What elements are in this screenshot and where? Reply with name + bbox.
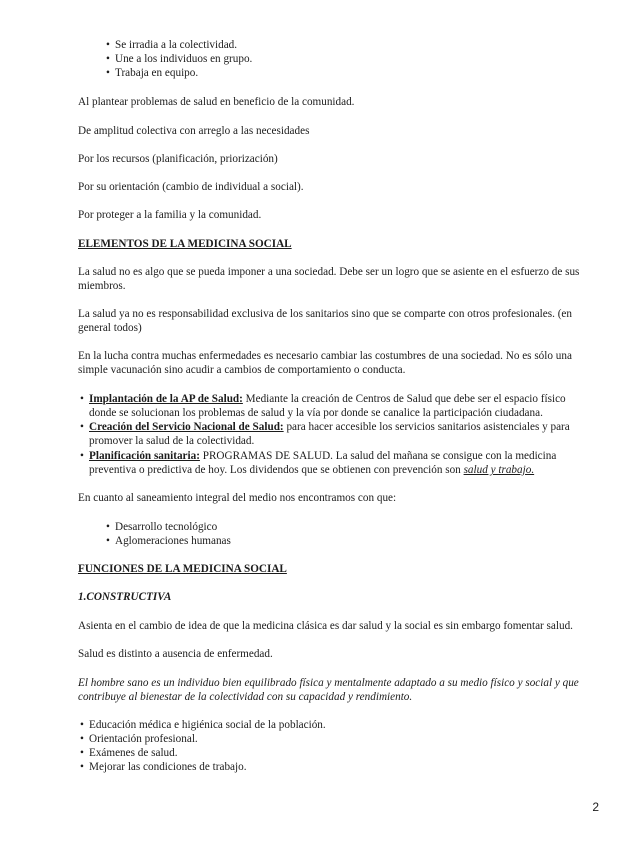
- paragraph: La salud no es algo que se pueda imponer a una sociedad. Debe ser un logro que se asiente en el esfuerzo de sus miembros.: [78, 266, 580, 292]
- list-item-continuation: donde se solucionan los problemas de salud y la vía por donde se canalice la participación ciudadana.: [89, 407, 543, 419]
- list-item: • Une a los individuos en grupo.: [106, 53, 253, 65]
- paragraph: Por los recursos (planificación, priorización): [78, 153, 278, 165]
- paragraph: Por su orientación (cambio de individual a social).: [78, 181, 304, 193]
- paragraph: La salud ya no es responsabilidad exclusiva de los sanitarios sino que se comparte con otros profesionales. (en general todos): [78, 308, 572, 334]
- list-item: • Aglomeraciones humanas: [106, 535, 231, 547]
- bullet-title: Planificación sanitaria:: [89, 450, 200, 462]
- list-item: • Planificación sanitaria: PROGRAMAS DE SALUD. La salud del mañana se consigue con la medicina: [80, 450, 557, 462]
- list-item: • Se irradia a la colectividad.: [106, 39, 238, 51]
- paragraph: Asienta en el cambio de idea de que la medicina clásica es dar salud y la social es sin embargo fomentar salud.: [78, 620, 573, 632]
- list-item: • Mejorar las condiciones de trabajo.: [80, 761, 247, 773]
- list-item: • Trabaja en equipo.: [106, 67, 199, 79]
- list-item: • Creación del Servicio Nacional de Salud: para hacer accesible los servicios sanitarios asistenciales y para: [80, 421, 570, 433]
- list-item: • Orientación profesional.: [80, 733, 198, 745]
- emphasis-text: salud y trabajo.: [463, 464, 535, 476]
- list-item-continuation: preventiva o predictiva de hoy. Los dividendos que se obtienen con prevención son salud y trabajo.: [89, 464, 535, 476]
- paragraph: En la lucha contra muchas enfermedades es necesario cambiar las costumbres de una sociedad. No es sólo una simple vacunación sino acudir a cambios de comportamiento o conducta.: [78, 350, 572, 376]
- list-item: • Implantación de la AP de Salud: Mediante la creación de Centros de Salud que debe ser el espacio físico: [80, 393, 566, 405]
- bullet-title: Creación del Servicio Nacional de Salud:: [89, 421, 284, 433]
- page-number: 2: [592, 800, 599, 814]
- bullet-title: Implantación de la AP de Salud:: [89, 393, 243, 405]
- section-heading-elementos: ELEMENTOS DE LA MEDICINA SOCIAL: [78, 238, 292, 250]
- paragraph: En cuanto al saneamiento integral del medio nos encontramos con que:: [78, 492, 397, 504]
- subheading-constructiva: 1.CONSTRUCTIVA: [78, 591, 172, 603]
- list-item: • Educación médica e higiénica social de la población.: [80, 719, 326, 731]
- list-item: • Exámenes de salud.: [80, 747, 178, 759]
- paragraph: Salud es distinto a ausencia de enfermedad.: [78, 648, 273, 660]
- section-heading-funciones: FUNCIONES DE LA MEDICINA SOCIAL: [78, 563, 287, 575]
- paragraph: Al plantear problemas de salud en beneficio de la comunidad.: [78, 96, 355, 108]
- italic-definition: El hombre sano es un individuo bien equilibrado física y mentalmente adaptado a su medio físico y social y que contribuye al bienestar de la colectividad con su capacidad y rendimiento.: [78, 677, 579, 703]
- list-item-continuation: promover la salud de la colectividad.: [89, 435, 255, 447]
- list-item: • Desarrollo tecnológico: [106, 521, 218, 533]
- paragraph: De amplitud colectiva con arreglo a las necesidades: [78, 125, 310, 137]
- paragraph: Por proteger a la familia y la comunidad.: [78, 209, 262, 221]
